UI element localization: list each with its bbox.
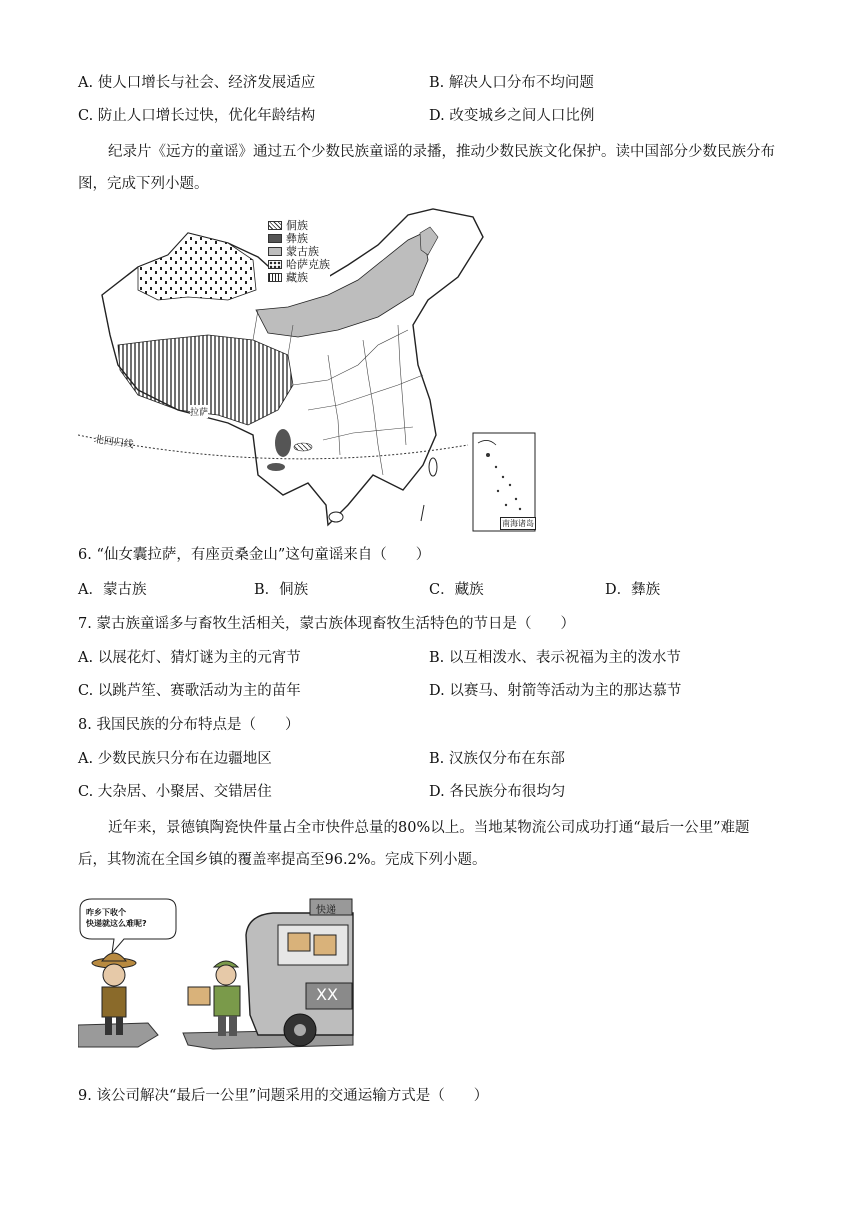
legend-label-yi: 彝族	[286, 232, 308, 245]
q6-option-b: B．侗族	[254, 582, 309, 598]
yi-region	[275, 429, 291, 457]
legend-swatch-tibetan	[268, 273, 282, 282]
q5-option-d: D. 改变城乡之间人口比例	[429, 108, 595, 124]
legend-swatch-kazakh	[268, 260, 282, 269]
yi-region-south	[267, 463, 285, 471]
farmer-leg-left	[105, 1017, 112, 1035]
q5-option-b: B. 解决人口分布不均问题	[429, 75, 594, 91]
q8-option-a: A. 少数民族只分布在边疆地区	[78, 751, 272, 767]
farmer-hat	[102, 953, 126, 961]
legend-item-kazakh	[268, 258, 330, 271]
speech-line-2: 快递就这么难呢?	[86, 919, 147, 928]
q5-option-a: A. 使人口增长与社会、经济发展适应	[78, 75, 316, 91]
q6-option-d: D．彝族	[605, 582, 661, 598]
farmer-face	[103, 964, 125, 986]
parcel-box	[188, 987, 210, 1005]
legend-swatch-dong	[268, 221, 282, 230]
courier-face	[216, 965, 236, 985]
last-mile-cartoon	[78, 895, 356, 1070]
island-mark	[421, 505, 424, 521]
legend-item-tibetan	[268, 271, 330, 284]
q8-option-c: C. 大杂居、小聚居、交错居住	[78, 784, 272, 800]
truck-parcel-2	[314, 935, 336, 955]
courier-leg-right	[229, 1016, 237, 1036]
q7-option-b: B. 以互相泼水、表示祝福为主的泼水节	[429, 650, 681, 666]
speech-line-1: 咋乡下收个	[86, 908, 126, 917]
legend-label-mongol: 蒙古族	[286, 245, 319, 258]
taiwan-island	[429, 458, 437, 476]
q5-option-c: C. 防止人口增长过快，优化年龄结构	[78, 108, 316, 124]
legend-swatch-yi	[268, 234, 282, 243]
q7-stem: 7. 蒙古族童谣多与畜牧生活相关，蒙古族体现畜牧生活特色的节日是（ ）	[78, 616, 575, 632]
farmer-leg-right	[116, 1017, 123, 1035]
legend-label-kazakh: 哈萨克族	[286, 258, 330, 271]
legend-swatch-mongol	[268, 247, 282, 256]
q7-option-d: D. 以赛马、射箭等活动为主的那达慕节	[429, 683, 682, 699]
legend-item-dong	[268, 219, 330, 232]
q6-option-a: A．蒙古族	[78, 582, 147, 598]
kazakh-region	[138, 233, 256, 300]
q7-option-a: A. 以展花灯、猜灯谜为主的元宵节	[78, 650, 301, 666]
q8-option-d: D. 各民族分布很均匀	[429, 784, 566, 800]
courier-leg-left	[218, 1016, 226, 1036]
truck-sign-text: 快递	[316, 905, 336, 916]
q7-option-c: C. 以跳芦笙、赛歌活动为主的苗年	[78, 683, 301, 699]
hainan-island	[329, 512, 343, 522]
intro-paragraph-1: 纪录片《远方的童谣》通过五个少数民族童谣的录播，推动少数民族文化保护。读中国部分少数民族分布图，完成下列小题。	[78, 144, 775, 192]
q6-stem: 6. “仙女囊拉萨，有座贡桑金山”这句童谣来自（ ）	[78, 547, 431, 563]
intro-paragraph-2: 近年来，景德镇陶瓷快件量占全市快件总量的80%以上。当地某物流公司成功打通“最后一公里”难题后，其物流在全国乡镇的覆盖率提高至96.2%。完成下列小题。	[78, 820, 750, 868]
truck-wheel-hub	[294, 1024, 306, 1036]
legend-label-dong: 侗族	[286, 219, 308, 232]
truck-plate-text: XX	[316, 985, 338, 1004]
legend-label-tibetan: 藏族	[286, 271, 308, 284]
q8-option-b: B. 汉族仅分布在东部	[429, 751, 565, 767]
tropic-label: 北回归线	[93, 434, 135, 451]
map-legend	[268, 219, 330, 284]
legend-item-yi	[268, 232, 330, 245]
legend-item-mongol	[268, 245, 330, 258]
q8-stem: 8. 我国民族的分布特点是（ ）	[78, 717, 300, 733]
inset-label: 南海诸岛	[502, 519, 534, 528]
lhasa-label: 拉萨	[190, 405, 208, 418]
dong-region	[294, 443, 312, 451]
speech-text	[86, 907, 147, 929]
courier-body	[214, 986, 240, 1016]
farmer-body	[102, 987, 126, 1017]
q6-option-c: C．藏族	[429, 582, 484, 598]
q9-stem: 9. 该公司解决“最后一公里”问题采用的交通运输方式是（ ）	[78, 1088, 489, 1104]
ethnic-distribution-map	[78, 205, 538, 535]
truck-parcel-1	[288, 933, 310, 951]
